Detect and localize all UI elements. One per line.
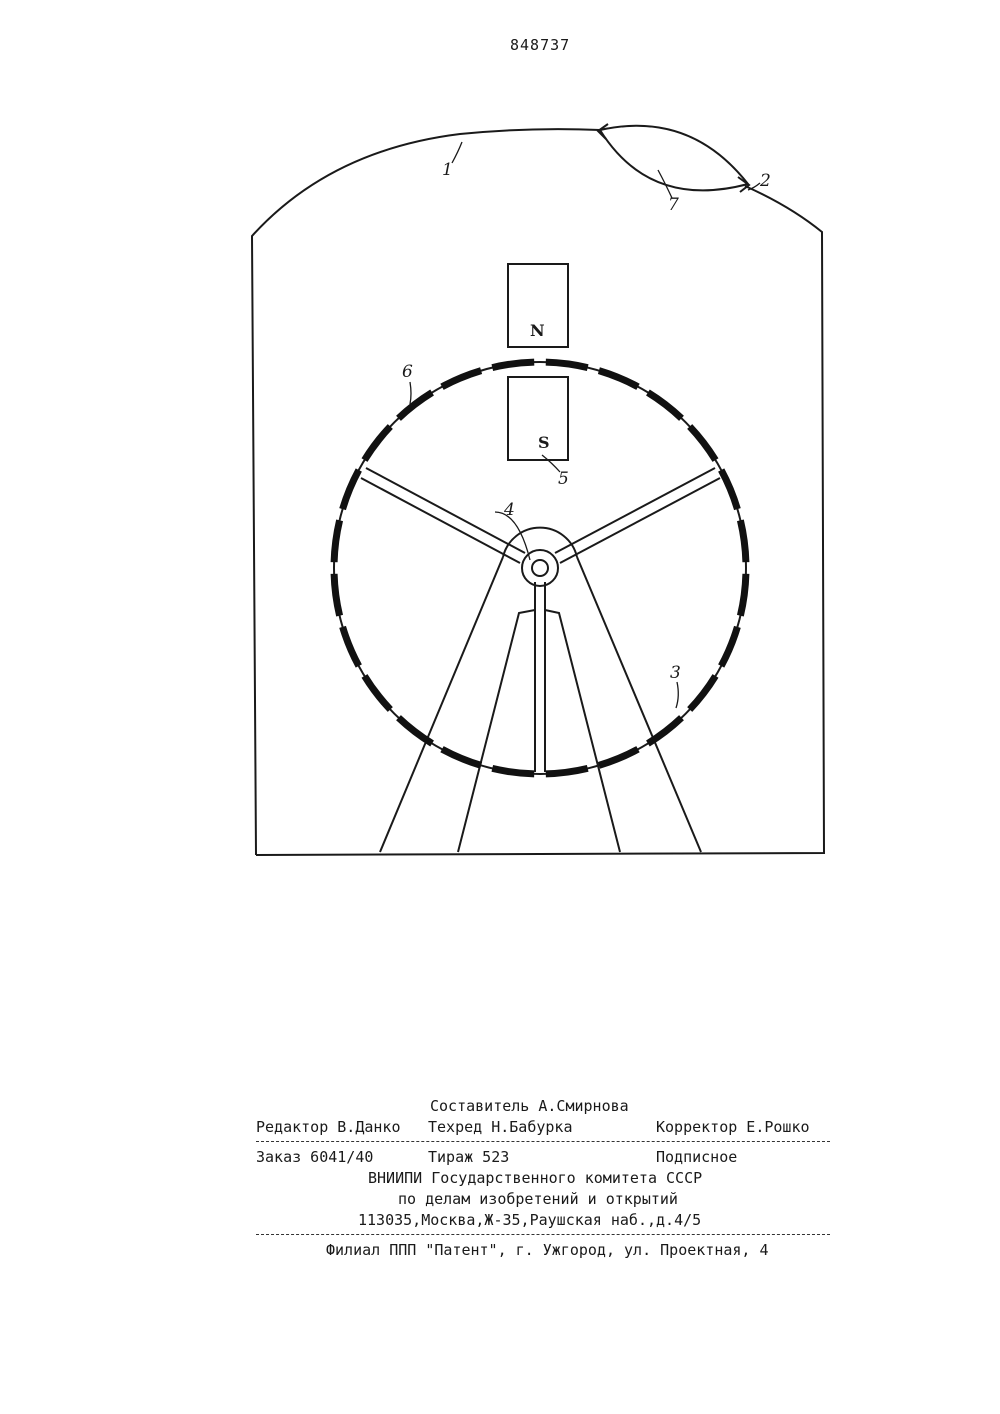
hub-housing <box>503 528 577 557</box>
housing-right-arc <box>256 186 824 855</box>
ref-label-2: 2 <box>760 171 771 191</box>
techred: Техред Н.Бабурка <box>428 1118 573 1136</box>
divider <box>256 1141 830 1142</box>
order-number: Заказ 6041/40 <box>256 1148 374 1166</box>
corrector: Корректор Е.Рошко <box>656 1118 810 1136</box>
support-left-outer <box>380 557 503 852</box>
winding-segments <box>334 362 746 774</box>
address: 113035,Москва,Ж-35,Раушская наб.,д.4/5 <box>358 1211 702 1229</box>
ref-label-3: 3 <box>670 663 681 683</box>
support-inner-frame <box>458 610 620 852</box>
housing-outline <box>252 129 600 855</box>
branch-address: Филиал ППП "Патент", г. Ужгород, ул. Проектная, 4 <box>326 1241 769 1259</box>
ref-label-1: 1 <box>442 160 453 180</box>
rotor-disc <box>334 362 746 774</box>
hub-outer <box>522 550 558 586</box>
ref-label-6: 6 <box>402 362 413 382</box>
loop-member-7 <box>600 126 748 191</box>
subscription: Подписное <box>656 1148 738 1166</box>
compiler: Составитель А.Смирнова <box>430 1097 629 1115</box>
support-right-outer <box>577 557 701 852</box>
hub-inner <box>532 560 548 576</box>
pole-label-n: N <box>530 321 545 340</box>
pole-label-s: S <box>538 433 550 452</box>
imprint-block <box>256 1096 836 1261</box>
ref-label-5: 5 <box>558 469 569 489</box>
editor: Редактор В.Данко <box>256 1118 401 1136</box>
divider <box>256 1234 830 1235</box>
patent-number: 848737 <box>510 36 571 54</box>
org-line-2: по делам изобретений и открытий <box>398 1190 678 1208</box>
circulation: Тираж 523 <box>428 1148 510 1166</box>
ref-label-7: 7 <box>668 195 679 215</box>
ref-label-4: 4 <box>504 500 515 520</box>
org-line-1: ВНИИПИ Государственного комитета СССР <box>368 1169 703 1187</box>
